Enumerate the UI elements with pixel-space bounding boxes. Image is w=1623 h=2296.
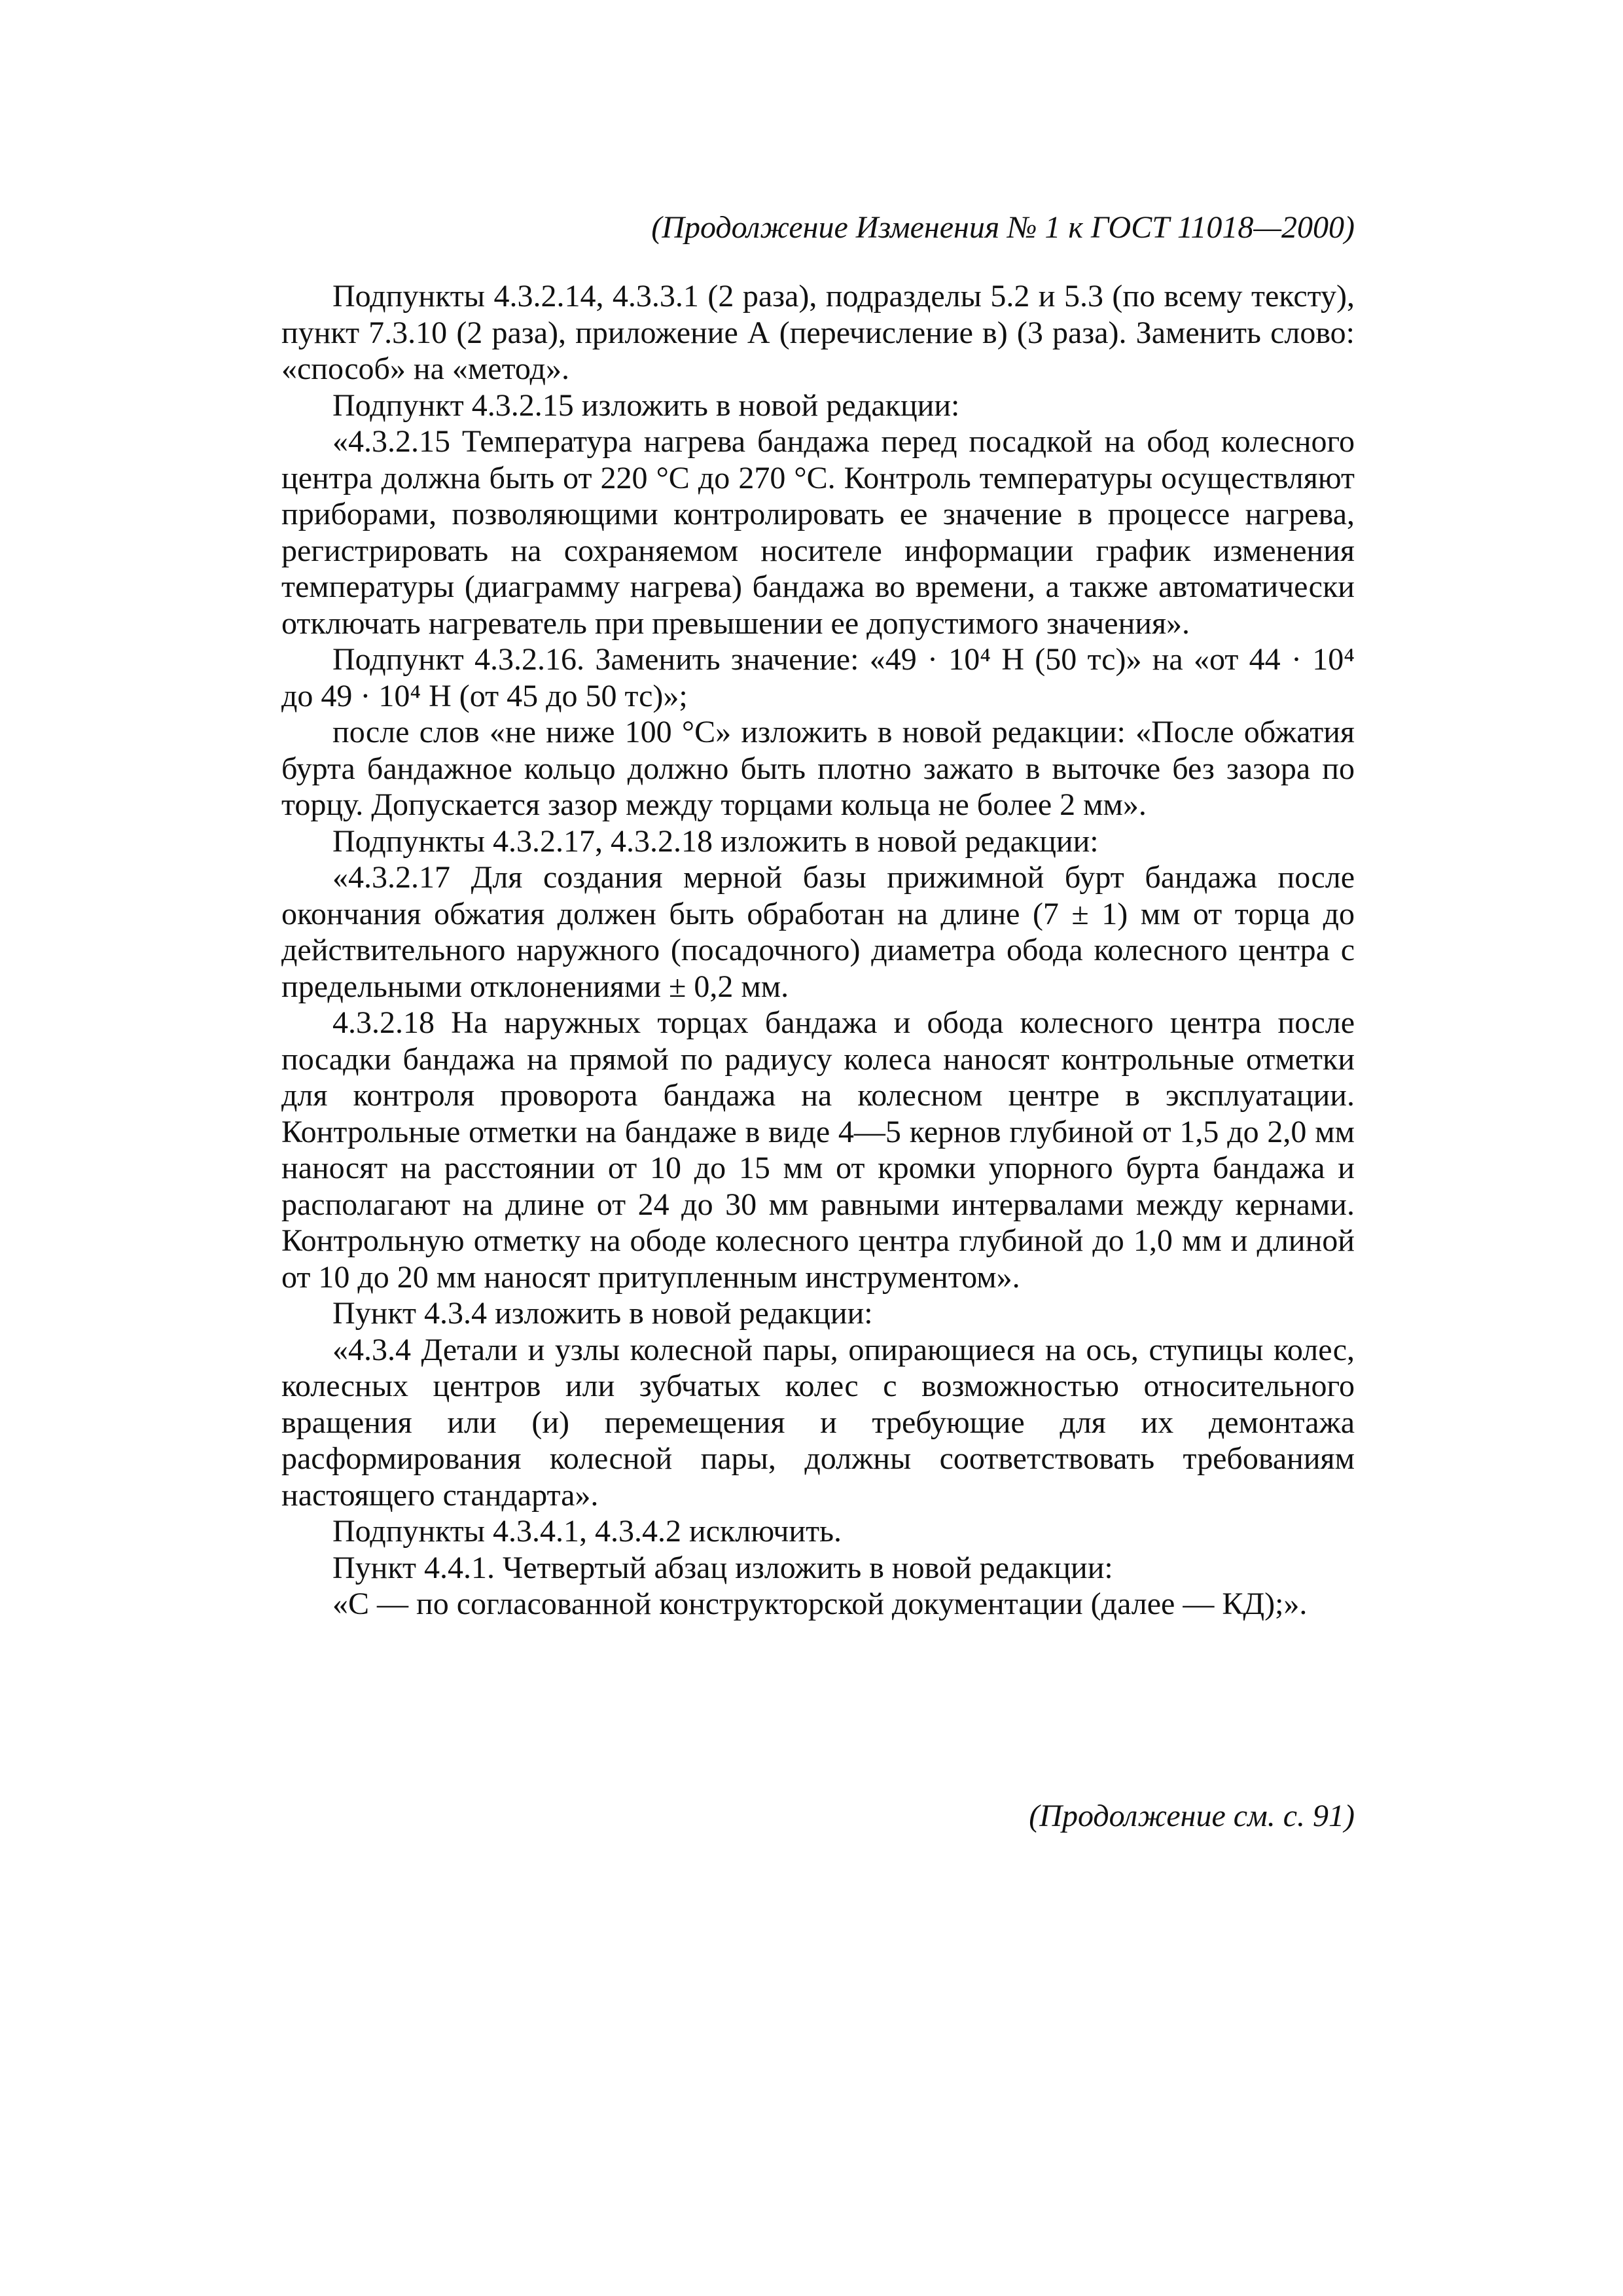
paragraph: Подпункты 4.3.2.14, 4.3.3.1 (2 раза), подразделы 5.2 и 5.3 (по всему тексту), пункт 7.3.10 (2 раза), приложение А (перечисление в) (3 раза). Заменить слово: «способ» на «метод».: [281, 279, 1355, 386]
paragraph: Подпункты 4.3.2.17, 4.3.2.18 изложить в новой редакции:: [332, 823, 1099, 859]
paragraph: Подпункт 4.3.2.16. Заменить значение: «49 · 10⁴ Н (50 тс)» на «от 44 · 10⁴ до 49 · 10⁴ Н (от 45 до 50 тс)»;: [281, 642, 1355, 713]
paragraph: «С — по согласованной конструкторской документации (далее — КД);».: [332, 1587, 1308, 1621]
paragraph: Пункт 4.3.4 изложить в новой редакции:: [332, 1296, 873, 1331]
document-body: [281, 278, 1355, 1623]
paragraph: «4.3.2.15 Температура нагрева бандажа перед посадкой на обод колесного центра должна быть от 220 °С до 270 °С. Контроль температуры осуществляют приборами, позволяющими контролировать ее значение в процессе нагрева, регистрировать на сохраняемом носителе информации график изменения температуры (диаграмму нагрева) бандажа во времени, а также автоматически отключать нагреватель при превышении ее допустимого значения».: [281, 424, 1355, 641]
paragraph: Подпункты 4.3.4.1, 4.3.4.2 исключить.: [332, 1514, 842, 1549]
page-header: (Продолжение Изменения № 1 к ГОСТ 11018—2000): [651, 210, 1355, 245]
paragraph: после слов «не ниже 100 °С» изложить в новой редакции: «После обжатия бурта бандажное кольцо должно быть плотно зажато в выточке без зазора по торцу. Допускается зазор между торцами кольца не более 2 мм».: [281, 715, 1355, 822]
paragraph: «4.3.4 Детали и узлы колесной пары, опирающиеся на ось, ступицы колес, колесных центров или зубчатых колес с возможностью относительного вращения или (и) перемещения и требующие для их демонтажа расформирования колесной пары, должны соответствовать требованиям настоящего стандарта».: [281, 1332, 1355, 1513]
paragraph: Подпункт 4.3.2.15 изложить в новой редакции:: [332, 387, 960, 423]
paragraph: «4.3.2.17 Для создания мерной базы прижимной бурт бандажа после окончания обжатия должен быть обработан на длине (7 ± 1) мм от торца до действительного наружного (посадочного) диаметра обода колесного центра с предельными отклонениями ± 0,2 мм.: [281, 860, 1355, 1004]
paragraph: Пункт 4.4.1. Четвертый абзац изложить в новой редакции:: [332, 1550, 1113, 1585]
paragraph: 4.3.2.18 На наружных торцах бандажа и обода колесного центра после посадки бандажа на прямой по радиусу колеса наносят контрольные отметки для контроля проворота бандажа на колесном центре в эксплуатации. Контрольные отметки на бандаже в виде 4—5 кернов глубиной от 1,5 до 2,0 мм наносят на расстоянии от 10 до 15 мм от кромки упорного бурта бандажа и располагают на длине от 24 до 30 мм равными интервалами между кернами. Контрольную отметку на ободе колесного центра глубиной до 1,0 мм и длиной от 10 до 20 мм наносят притупленным инструментом».: [281, 1005, 1355, 1295]
page-footer: (Продолжение см. с. 91): [1029, 1799, 1355, 1833]
